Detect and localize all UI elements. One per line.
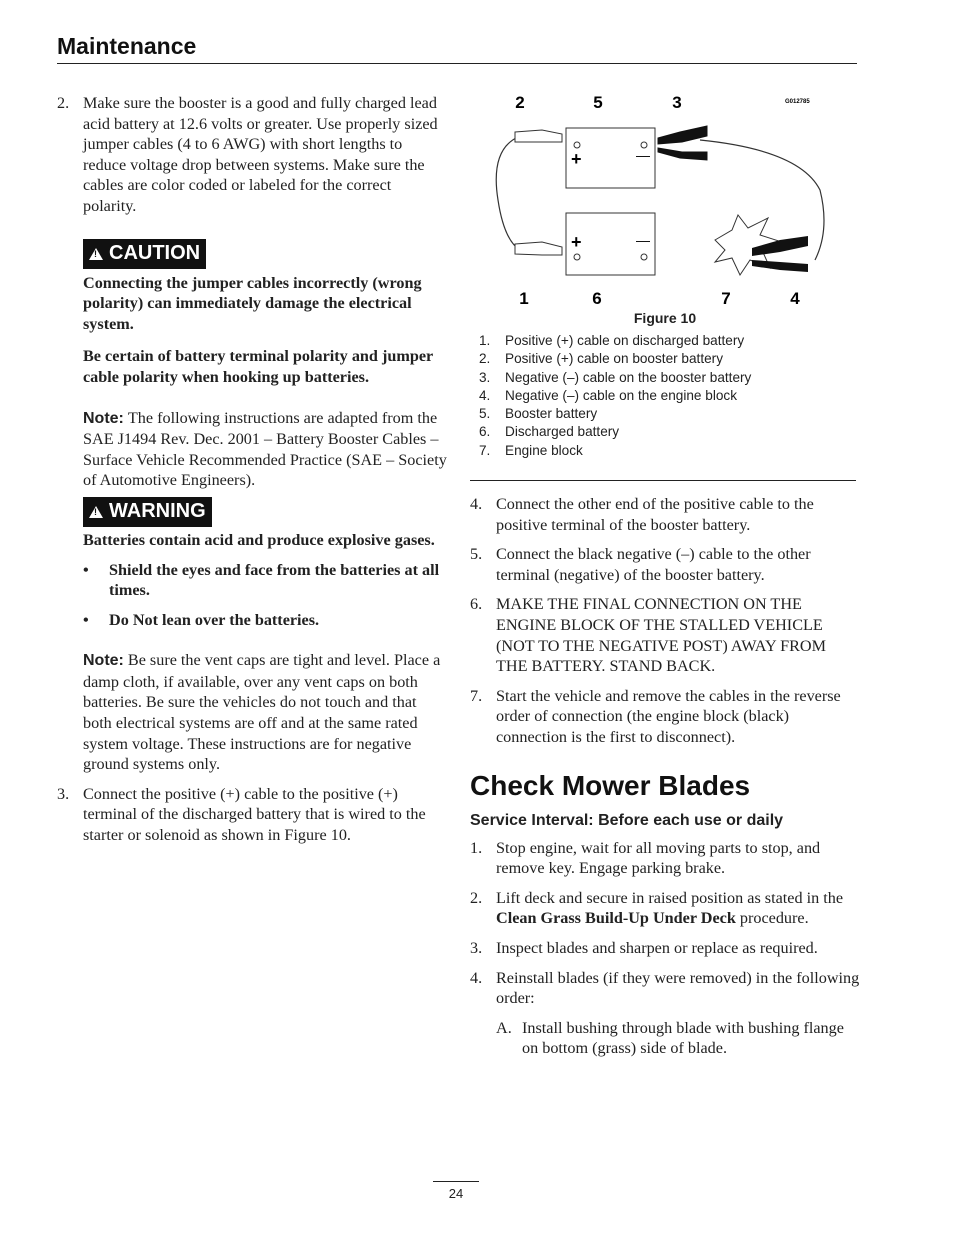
step-4 (470, 494, 860, 535)
plus-sign: + (571, 232, 582, 252)
blade-steps (470, 838, 860, 1059)
caution-text-2: Be certain of battery terminal polarity and jumper cable polarity when hooking up batteries. (83, 347, 433, 386)
procedure-reference: Clean Grass Build-Up Under Deck (496, 909, 736, 928)
callout-2: 2 (515, 93, 525, 112)
step-text: Lift deck and secure in raised position as stated in the Clean Grass Build-Up Under Deck procedure. (496, 888, 844, 928)
jump-steps (470, 494, 860, 748)
clamp-icon (515, 130, 562, 142)
step-number: 2. (470, 888, 483, 907)
step-5 (470, 544, 860, 585)
section-title: Check Mower Blades (470, 769, 751, 801)
step-2 (57, 93, 447, 217)
step-text: Connect the other end of the positive cable to the positive terminal of the booster battery. (496, 495, 814, 534)
note-1 (83, 408, 447, 491)
figure-divider (470, 480, 856, 481)
step-number: 4. (470, 495, 483, 514)
legend-item: 1. Positive (+) cable on discharged battery (479, 333, 745, 348)
warning-label: WARNING (109, 500, 206, 523)
legend-item: 7. Engine block (479, 442, 583, 458)
callout-3: 3 (672, 93, 682, 112)
bullet-icon: • (83, 610, 89, 629)
step-number: 3. (470, 938, 483, 957)
warning-bullet (83, 610, 447, 631)
warning-triangle-icon (89, 248, 103, 260)
step-number: 5. (470, 545, 483, 564)
step-number: 1. (470, 838, 483, 857)
caution-block (57, 239, 447, 775)
caution-label: CAUTION (109, 242, 201, 265)
note-text: Be sure the vent caps are tight and level. Place a damp cloth, if available, over any vent caps on both batteries. Be sure the vehicles do not touch and that both electrical systems are off and at the same rated system voltage. These instructions are for negative ground systems only. (83, 651, 441, 774)
note-2 (83, 650, 447, 775)
blade-substep-a (470, 1018, 860, 1059)
bullet-text: Shield the eyes and face from the batteries at all times. (109, 560, 440, 600)
warning-triangle-icon (89, 506, 103, 518)
black-clamp-icon (658, 126, 707, 160)
callout-1: 1 (519, 289, 529, 308)
battery-diagram (470, 90, 860, 330)
clamp-icon (515, 242, 562, 255)
warning-text: Batteries contain acid and produce explosive gases. (83, 530, 435, 549)
legend-item: 2. Positive (+) cable on booster battery (479, 351, 723, 367)
service-interval: Service Interval: Before each use or daily (470, 811, 784, 829)
step-number: 4. (470, 968, 483, 987)
page-title: Maintenance (57, 33, 197, 59)
legend-item: 5. Booster battery (479, 406, 598, 422)
callout-4: 4 (790, 289, 800, 308)
blade-step-3 (470, 938, 860, 959)
legend-item: 4. Negative (–) cable on the engine block (479, 387, 737, 403)
bullet-text: Do Not lean over the batteries. (109, 610, 320, 629)
caution-text-1: Connecting the jumper cables incorrectly (wrong polarity) can immediately damage the electrical system. (83, 273, 422, 333)
step-number: 2. (57, 94, 70, 112)
blade-step-4 (470, 968, 860, 1009)
figure-caption: Figure 10 (633, 310, 697, 326)
step-6 (470, 594, 860, 676)
note-text: The following instructions are adapted from the SAE J1494 Rev. Dec. 2001 – Battery Booster Cables – Surface Vehicle Recommended Practice (SAE – Society of Automotive Engineers). (83, 408, 447, 490)
positive-cable (496, 137, 520, 250)
step-text: Connect the positive (+) cable to the positive (+) terminal of the discharged battery that is wired to the starter or solenoid as shown in Figure 10. (83, 784, 426, 845)
step-7 (470, 686, 860, 748)
step-3 (57, 784, 447, 846)
blade-step-1 (470, 838, 860, 879)
callout-6: 6 (592, 289, 602, 308)
note-label: Note: (83, 409, 124, 427)
step-number: 6. (470, 595, 483, 614)
page-header (57, 33, 857, 64)
minus-sign: — (636, 147, 650, 163)
jump-start-figure (470, 90, 860, 330)
figure-code: G012785 (785, 99, 810, 105)
step-text: Install bushing through blade with bushing flange on bottom (grass) side of blade. (522, 1018, 844, 1058)
callout-5: 5 (593, 93, 603, 112)
step-text: Inspect blades and sharpen or replace as required. (496, 938, 818, 957)
left-column (57, 93, 447, 846)
step-text: Stop engine, wait for all moving parts to stop, and remove key. Engage parking brake. (496, 838, 821, 878)
note-label: Note: (83, 652, 124, 670)
figure-legend (470, 332, 860, 460)
warning-badge (83, 497, 212, 527)
step-number: 3. (57, 784, 70, 803)
right-column (470, 90, 860, 1059)
step-number: A. (496, 1018, 512, 1037)
step-text: MAKE THE FINAL CONNECTION ON THE ENGINE BLOCK OF THE STALLED VEHICLE (NOT TO THE NEGATIVE POST) AWAY FROM THE BATTERY. STAND BACK. (496, 595, 826, 676)
bullet-icon: • (83, 560, 89, 579)
legend-item: 6. Discharged battery (479, 424, 620, 440)
step-text: Start the vehicle and remove the cables in the reverse order of connection (the engine block (black) connection is the first to disconnect). (496, 686, 841, 747)
caution-badge (83, 239, 206, 269)
step-text: Reinstall blades (if they were removed) in the following order: (496, 968, 860, 1008)
plus-sign: + (571, 149, 582, 169)
callout-7: 7 (721, 289, 731, 308)
warning-bullet (83, 560, 447, 601)
step-text: Connect the black negative (–) cable to the other terminal (negative) of the booster battery. (496, 545, 811, 584)
legend-item: 3. Negative (–) cable on the booster battery (479, 369, 752, 385)
minus-sign: — (636, 232, 650, 248)
page-number: 24 (433, 1181, 479, 1201)
step-text: Make sure the booster is a good and fully charged lead acid battery at 12.6 volts or greater. Use properly sized jumper cables (4 to 6 AWG) with short lengths to reduce voltage drop between systems. Make sure the cables are color coded or labeled for the correct polarity. (83, 94, 438, 215)
step-number: 7. (470, 686, 483, 705)
blade-step-2 (470, 888, 860, 929)
